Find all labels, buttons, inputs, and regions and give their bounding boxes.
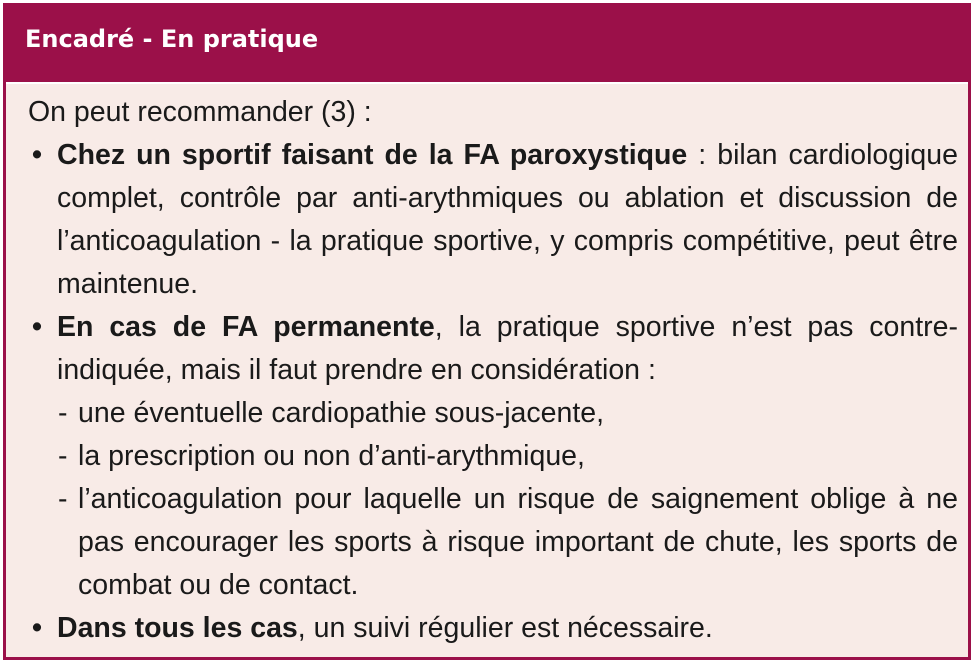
- practice-box: [3, 3, 971, 660]
- sub-item: [28, 435, 958, 478]
- sub-item-text: une éventuelle cardiopathie sous-jacente,: [78, 397, 605, 429]
- box-header: [6, 6, 968, 84]
- dash-icon: -: [58, 483, 68, 515]
- bullet-paroxysmal: [28, 134, 958, 306]
- bullet-permanent: [28, 306, 958, 392]
- sub-item: [28, 478, 958, 607]
- bullet-bold: Chez un sportif faisant de la FA paroxystique: [57, 139, 688, 171]
- bullet-dot-icon: •: [32, 612, 42, 644]
- sub-item: [28, 392, 958, 435]
- bullet-bold: En cas de FA permanente: [57, 311, 435, 343]
- bullet-text: : bilan cardiologique complet, contrôle par anti-arythmiques ou ablation et discussion de l’anticoagulation - la pratique sportive, y compris compétitive, peut être maintenue.: [57, 139, 958, 300]
- bullet-text: , un suivi régulier est nécessaire.: [297, 612, 713, 644]
- bullet-text: , la pratique sportive n’est pas contre-indiquée, mais il faut prendre en considération :: [57, 311, 958, 386]
- bullet-all-cases: [28, 607, 958, 650]
- box-content: [28, 91, 958, 650]
- sub-item-text: la prescription ou non d’anti-arythmique,: [78, 440, 585, 472]
- box-title: Encadré - En pratique: [25, 25, 319, 53]
- intro-text: On peut recommander (3) :: [28, 96, 372, 128]
- bullet-bold: Dans tous les cas: [57, 612, 298, 644]
- bullet-dot-icon: •: [32, 139, 42, 171]
- dash-icon: -: [58, 440, 68, 472]
- sub-item-text: l’anticoagulation pour laquelle un risque de saignement oblige à ne pas encourager les sports à risque important de chute, les sports de combat ou de contact.: [78, 483, 958, 601]
- bullet-dot-icon: •: [32, 311, 42, 343]
- dash-icon: -: [58, 397, 68, 429]
